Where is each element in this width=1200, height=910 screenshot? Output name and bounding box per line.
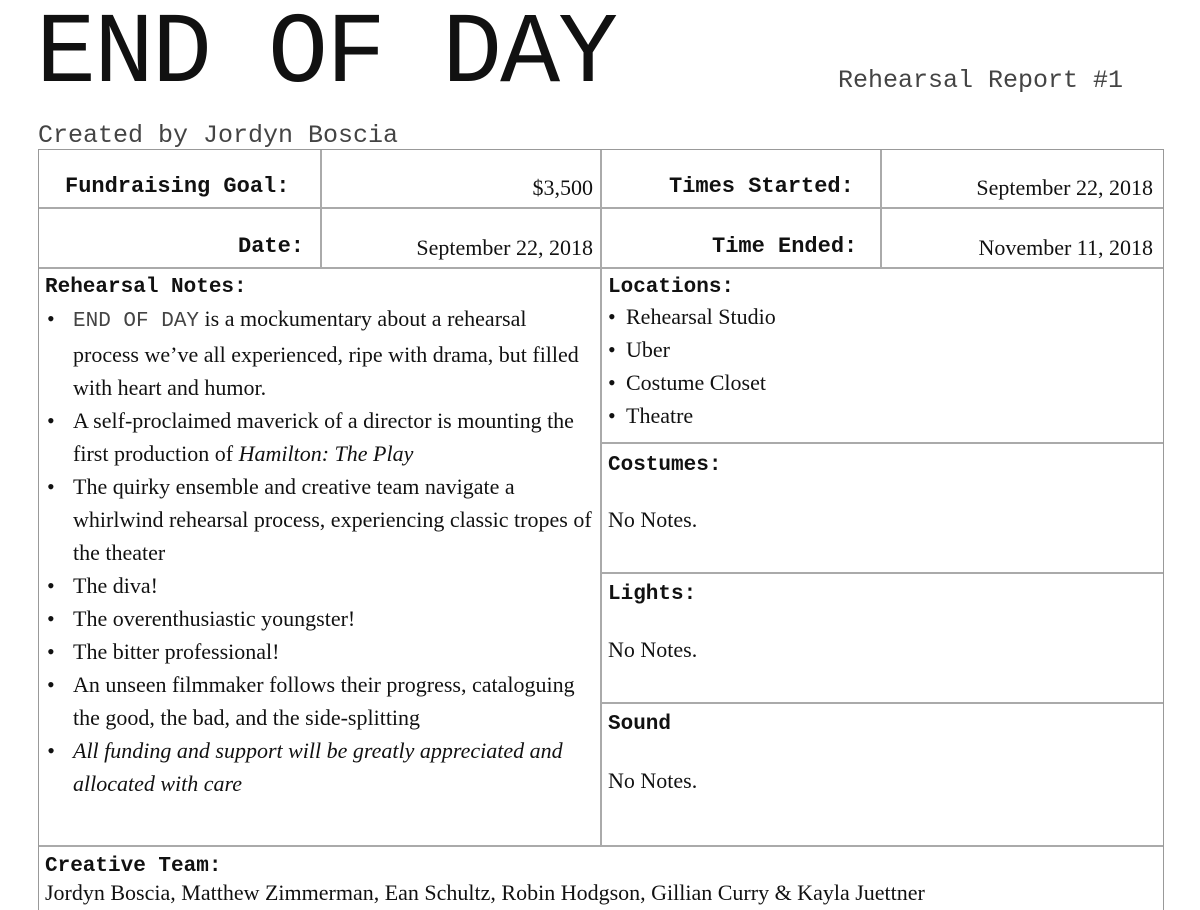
show-title-inline: END OF DAY (73, 310, 200, 333)
lights-title: Lights: (608, 583, 697, 606)
divider (600, 702, 1163, 704)
divider (39, 845, 1163, 847)
creative-team-names: Jordyn Boscia, Matthew Zimmerman, Ean Schultz, Robin Hodgson, Gillian Curry & Kayla Juettner (45, 880, 925, 905)
locations-title: Locations: (608, 276, 735, 299)
time-ended-value: November 11, 2018 (978, 235, 1153, 260)
date-label: Date: (238, 234, 305, 259)
list-item: • The bitter professional! (45, 635, 595, 668)
list-item: • Uber (606, 333, 776, 366)
play-title-italic: Hamilton: The Play (238, 441, 414, 466)
rehearsal-notes-list (45, 302, 595, 800)
lights-notes: No Notes. (608, 637, 698, 662)
sound-notes: No Notes. (608, 768, 698, 793)
costumes-title: Costumes: (608, 454, 722, 477)
rehearsal-notes-title: Rehearsal Notes: (45, 276, 247, 299)
time-ended-label: Time Ended: (712, 234, 858, 259)
creative-team-title: Creative Team: (45, 855, 222, 878)
fundraising-goal-value: $3,500 (532, 175, 593, 200)
list-item: • An unseen filmmaker follows their progress, cataloguing the good, the bad, and the side-splitting (45, 668, 595, 734)
divider (600, 150, 602, 845)
times-started-label: Times Started: (669, 174, 854, 199)
divider (600, 572, 1163, 574)
list-item: • The quirky ensemble and creative team navigate a whirlwind rehearsal process, experiencing classic tropes of the theater (45, 470, 595, 569)
report-title: END OF DAY (36, 0, 617, 112)
divider (320, 150, 322, 267)
list-item: • Costume Closet (606, 366, 776, 399)
costumes-notes: No Notes. (608, 507, 698, 532)
list-item: • The diva! (45, 569, 595, 602)
list-item: • The overenthusiastic youngster! (45, 602, 595, 635)
list-item (45, 404, 595, 470)
list-item: • Theatre (606, 399, 776, 432)
divider (880, 150, 882, 267)
list-item-funding: • All funding and support will be greatly appreciated and allocated with care (45, 734, 595, 800)
times-started-value: September 22, 2018 (976, 175, 1153, 200)
note-text: is a mockumentary about a rehearsal process we’ve all experienced, ripe with drama, but filled with heart and humor. (73, 306, 579, 400)
date-value: September 22, 2018 (416, 235, 593, 260)
note-text: A self-proclaimed maverick of a director is mounting the first production of (73, 408, 574, 466)
locations-list (606, 300, 776, 432)
fundraising-goal-label: Fundraising Goal: (65, 174, 290, 199)
divider (600, 442, 1163, 444)
sound-title: Sound (608, 713, 672, 736)
report-number: Rehearsal Report #1 (838, 66, 1124, 95)
created-by: Created by Jordyn Boscia (38, 121, 399, 150)
list-item: • Rehearsal Studio (606, 300, 776, 333)
report-table (38, 149, 1164, 910)
list-item (45, 302, 595, 404)
